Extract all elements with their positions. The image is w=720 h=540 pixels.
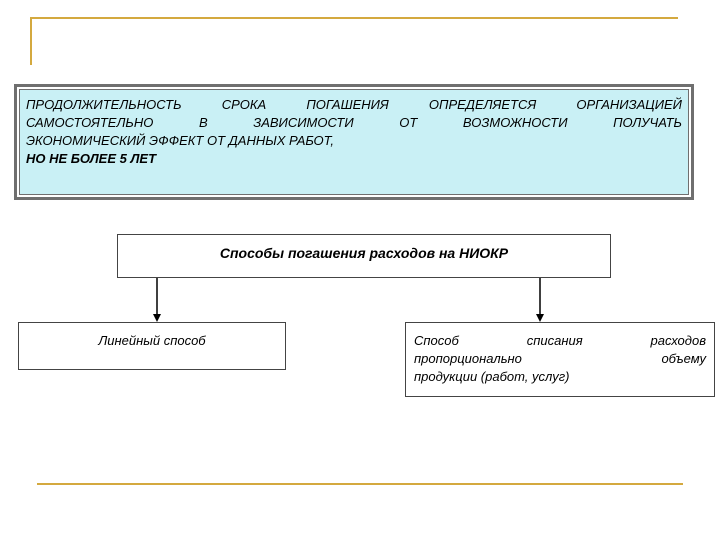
arrow-to-linear bbox=[150, 278, 164, 324]
methods-title: Способы погашения расходов на НИОКР bbox=[219, 245, 509, 261]
note-word: ОРГАНИЗАЦИЕЙ bbox=[576, 97, 682, 112]
prop-word: пропорционально bbox=[414, 351, 522, 366]
linear-method-box bbox=[18, 322, 286, 370]
amortization-term-note bbox=[14, 84, 694, 200]
prop-word: расходов bbox=[650, 333, 706, 348]
note-word: В bbox=[198, 115, 208, 130]
note-word: ПРОДОЛЖИТЕЛЬНОСТЬ bbox=[26, 97, 182, 112]
prop-word: списания bbox=[526, 333, 583, 348]
note-word: ОПРЕДЕЛЯЕТСЯ bbox=[428, 97, 537, 112]
note-line-3: ЭКОНОМИЧЕСКИЙ ЭФФЕКТ ОТ ДАННЫХ РАБОТ, bbox=[26, 133, 335, 148]
prop-word: объему bbox=[661, 351, 706, 366]
arrow-head bbox=[153, 314, 161, 322]
decorative-left-rule bbox=[30, 17, 32, 65]
methods-title-box bbox=[117, 234, 611, 278]
note-word: САМОСТОЯТЕЛЬНО bbox=[26, 115, 154, 130]
prop-word: Способ bbox=[414, 333, 459, 348]
note-word: ОТ bbox=[399, 115, 418, 130]
note-line-1 bbox=[26, 96, 682, 114]
decorative-bottom-rule bbox=[37, 483, 683, 485]
note-line-2 bbox=[26, 114, 682, 132]
note-word: ПОЛУЧАТЬ bbox=[613, 115, 682, 130]
arrow-head bbox=[536, 314, 544, 322]
note-word: ПОГАШЕНИЯ bbox=[306, 97, 389, 112]
decorative-top-rule bbox=[30, 17, 678, 19]
note-word: ВОЗМОЖНОСТИ bbox=[462, 115, 568, 130]
linear-method-label: Линейный способ bbox=[98, 333, 206, 348]
note-line-4-emphasis: НО НЕ БОЛЕЕ 5 ЛЕТ bbox=[26, 151, 157, 166]
proportional-line-1 bbox=[414, 332, 706, 350]
proportional-line-3: продукции (работ, услуг) bbox=[414, 369, 570, 384]
proportional-method-box bbox=[405, 322, 715, 397]
note-word: СРОКА bbox=[221, 97, 267, 112]
note-text-area bbox=[19, 89, 689, 195]
proportional-line-2 bbox=[414, 350, 706, 368]
arrow-to-proportional bbox=[533, 278, 547, 324]
note-word: ЗАВИСИМОСТИ bbox=[253, 115, 354, 130]
